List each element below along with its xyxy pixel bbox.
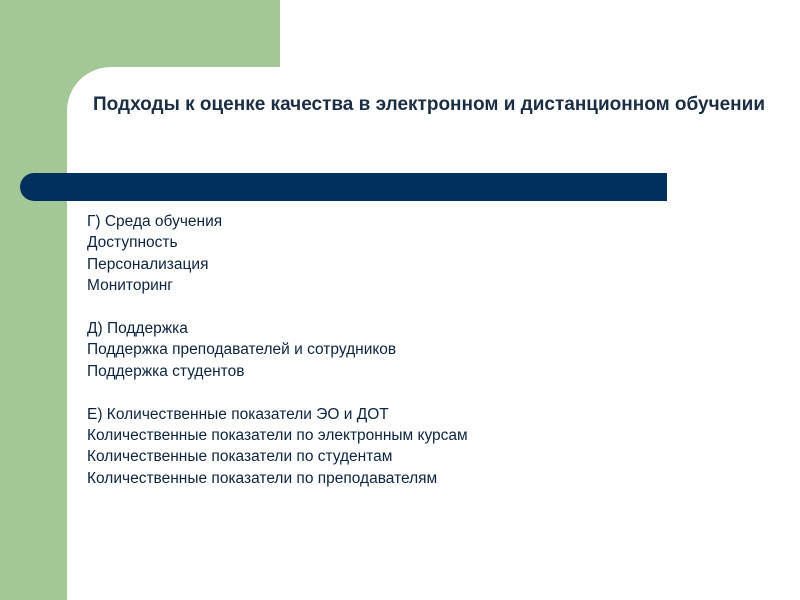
section-quantitative-indicators [87, 404, 767, 490]
list-item: Количественные показатели по студентам [87, 448, 393, 466]
section-heading: Е) Количественные показатели ЭО и ДОТ [87, 405, 389, 423]
list-item: Поддержка преподавателей и сотрудников [87, 341, 397, 359]
list-item: Мониторинг [87, 277, 173, 295]
list-item: Количественные показатели по преподавателям [87, 469, 438, 487]
list-item: Поддержка студентов [87, 362, 245, 380]
slide-body [87, 211, 767, 511]
list-item: Количественные показатели по электронным курсам [87, 427, 468, 445]
section-learning-environment [87, 211, 767, 297]
decorative-green-strip-left [0, 0, 67, 600]
title-underline-bar [20, 173, 667, 201]
section-heading: Г) Среда обучения [87, 213, 223, 230]
section-heading: Д) Поддержка [87, 320, 188, 338]
list-item: Доступность [87, 234, 178, 252]
section-support [87, 318, 767, 382]
slide-title: Подходы к оценке качества в электронном и дистанционном обучении [93, 94, 766, 115]
list-item: Персонализация [87, 255, 209, 273]
